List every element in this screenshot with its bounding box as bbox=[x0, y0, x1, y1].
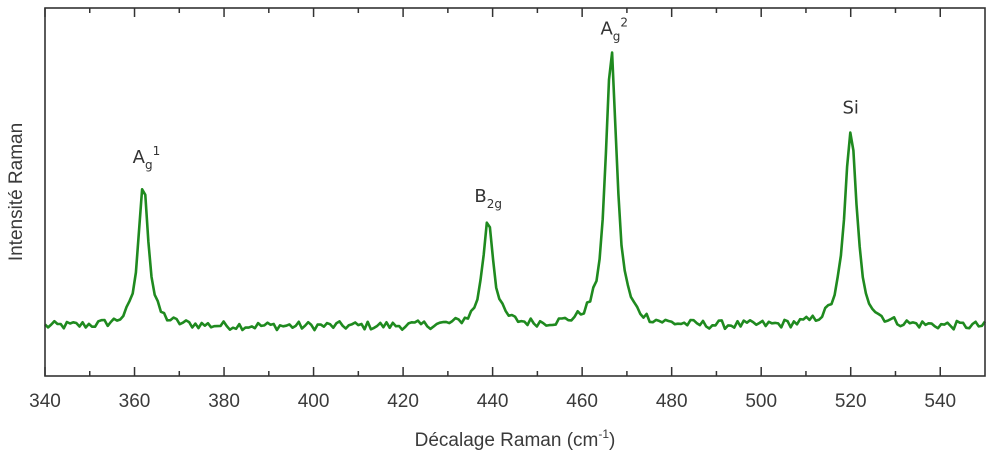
x-axis-title-main: Décalage Raman (cm bbox=[414, 430, 599, 451]
peak-label bbox=[474, 186, 502, 211]
axis-ticks bbox=[45, 8, 940, 376]
x-tick-label: 340 bbox=[29, 391, 61, 412]
peak-label-sup: 2 bbox=[620, 15, 629, 30]
x-tick-label: 480 bbox=[655, 391, 688, 412]
spectrum-series-line bbox=[45, 53, 985, 331]
x-tick-label: 540 bbox=[924, 391, 957, 412]
peak-label bbox=[133, 144, 161, 172]
peak-label-sub: g bbox=[612, 29, 621, 44]
peak-label-sub: 2g bbox=[486, 196, 502, 211]
peak-label-sub: g bbox=[145, 158, 153, 173]
peak-label-sup: 1 bbox=[152, 144, 161, 159]
peak-label-main: Si bbox=[842, 97, 859, 119]
x-tick-label: 360 bbox=[118, 391, 151, 412]
x-tick-label: 500 bbox=[745, 391, 778, 412]
peak-labels bbox=[133, 15, 859, 210]
peak-label bbox=[842, 97, 858, 118]
x-tick-labels bbox=[29, 391, 956, 412]
peak-label-main: A bbox=[132, 147, 146, 169]
x-axis-title bbox=[415, 427, 616, 451]
x-tick-label: 460 bbox=[566, 391, 598, 412]
x-tick-label: 440 bbox=[476, 391, 509, 412]
x-tick-label: 520 bbox=[834, 391, 867, 412]
peak-label bbox=[600, 15, 628, 43]
x-tick-label: 380 bbox=[208, 391, 240, 412]
peak-label-main: B bbox=[474, 185, 487, 207]
peak-label-main: A bbox=[600, 18, 613, 40]
x-tick-label: 400 bbox=[297, 391, 330, 412]
y-axis-title: Intensité Raman bbox=[6, 122, 27, 262]
x-axis-title-end: ) bbox=[609, 430, 616, 451]
x-axis-title-sup: -1 bbox=[598, 427, 610, 441]
x-tick-label: 420 bbox=[387, 391, 419, 412]
